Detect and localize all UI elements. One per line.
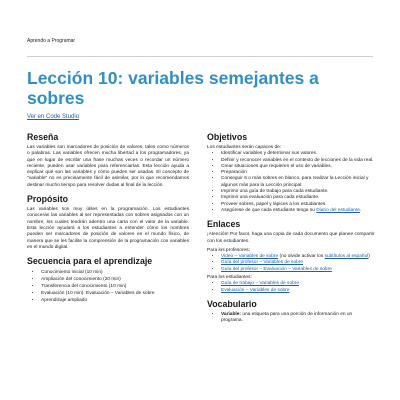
list-item: • Transferencia del conocimiento (10 min) <box>41 283 189 290</box>
list-item: • Conocimiento inicial (10 min) <box>41 269 189 276</box>
heading-secuencia: Secuencia para el aprendizaje <box>27 256 153 267</box>
header-label: Aprendo a Programar <box>27 38 76 44</box>
list-item: • Crear situaciones que requieren el uso de variables. <box>221 164 375 170</box>
heading-vocabulario: Vocabulario <box>207 298 257 309</box>
code-studio-link[interactable]: Ver en Code Studio <box>27 114 80 120</box>
proposito-text: Las variables son muy útiles en la programación. Los estudiantes conocerán las variables al ser representadas con sobres asignados con un nombre, los cuales tendrán adentro una carta con el valor de la variable. Esta lección ayudará a los estudiantes a entender cómo los nombres pueden ser marcadores de posición de valores en el mundo físico, de manera que se les facilite la comprensión de la programación con variables en el mundo digital. <box>27 207 189 250</box>
list-item: • Imprimir una guía de trabajo para cada estudiante. <box>221 189 375 195</box>
section-proposito <box>27 194 189 251</box>
heading-proposito: Propósito <box>27 194 69 205</box>
students-label: Para los estudiantes: <box>207 275 252 281</box>
resena-text: Las variables son marcadores de posición de valores, tales como números o palabras. Las variables ofrecen mucha libertad a los programadores, ya que en lugar de escribir una frase muchas veces o recordar un número reciente, pueden usar variables para referenciarlas. Esta lección ayuda a explicar qué son las variables y cómo pueden ser usadas. El concepto de "variable" no es precisamente fácil de asimilar, por lo que recomendamos destinar mucho tiempo para resolver dudas al final de la lección. <box>27 145 189 188</box>
header-divider <box>27 56 373 57</box>
preparacion-list <box>207 170 375 214</box>
right-column <box>207 132 375 330</box>
teacher-links-list <box>207 254 375 273</box>
worksheet-link[interactable]: Guía de trabajo – Variables de sobre <box>221 281 300 287</box>
objetivos-intro: Los estudiantes serán capaces de: <box>207 145 282 150</box>
list-item: • Evaluación (10 min): Evaluación – Variables de sobre <box>41 290 189 297</box>
list-item-text: (no olvide activar los <box>278 254 325 260</box>
list-item: • Proveer sobres, papel y lápices a los estudiantes. <box>221 202 375 208</box>
section-vocabulario <box>207 299 375 325</box>
teacher-assessment-guide-link[interactable]: Guía del profesor – Evaluación – Variables de sobre <box>221 266 332 272</box>
list-item: • Aprendizaje ampliado <box>41 297 189 304</box>
list-item: • Preparación <box>221 170 375 176</box>
objetivos-list <box>207 151 375 170</box>
student-links-list <box>207 281 375 294</box>
teacher-guide-link[interactable]: Guía del profesor – Variables de sobre <box>221 260 304 266</box>
list-item <box>221 312 375 325</box>
assessment-link[interactable]: Evaluación – Variables de sobre <box>221 287 290 293</box>
list-item: • Identificar variables y determinar sus valores. <box>221 151 375 157</box>
list-item-end: ) <box>368 254 370 260</box>
video-link[interactable]: Video – Variables de sobre <box>221 254 279 260</box>
left-column <box>27 132 189 309</box>
section-objetivos <box>207 132 375 214</box>
list-item: • Conseguir 6 o más sobres en blanco, para realizar la Lección inicial y algunos más para la Lección principal. <box>221 176 375 189</box>
list-item-text: Asegúrese de que cada estudiante tenga su <box>221 207 317 213</box>
list-item <box>221 208 375 214</box>
student-journal-link[interactable]: Diario del estudiante <box>316 207 360 213</box>
teachers-label: Para los profesores: <box>207 247 250 253</box>
section-secuencia <box>27 256 189 304</box>
list-item: • Definir y reconocer variables en el contexto de lecciones de la vida real. <box>221 158 375 164</box>
list-item: • Imprimir una evaluación para cada estudiante. <box>221 195 375 201</box>
heading-enlaces: Enlaces <box>207 219 241 230</box>
section-enlaces <box>207 219 375 294</box>
vocabulario-list <box>207 312 375 325</box>
list-item: • Ampliación del conocimiento (20 min) <box>41 276 189 283</box>
lesson-title: Lección 10: variables semejantes a sobres <box>27 68 319 108</box>
enlaces-intro: ¡Atención! Por favor, haga una copia de cada documento que planee compartir con los estudiantes. <box>207 232 375 244</box>
list-item <box>221 288 375 294</box>
heading-objetivos: Objetivos <box>207 132 248 142</box>
list-item-end: . <box>359 207 362 213</box>
vocab-definition: una etiqueta para una porción de información en un programa. <box>221 311 353 324</box>
vocab-term: Variable: <box>221 311 241 317</box>
heading-resena: Reseña <box>27 132 59 142</box>
subtitles-link[interactable]: subtítulos al español <box>324 254 369 260</box>
section-resena <box>27 132 189 189</box>
secuencia-list <box>27 269 189 304</box>
list-item <box>221 267 375 273</box>
